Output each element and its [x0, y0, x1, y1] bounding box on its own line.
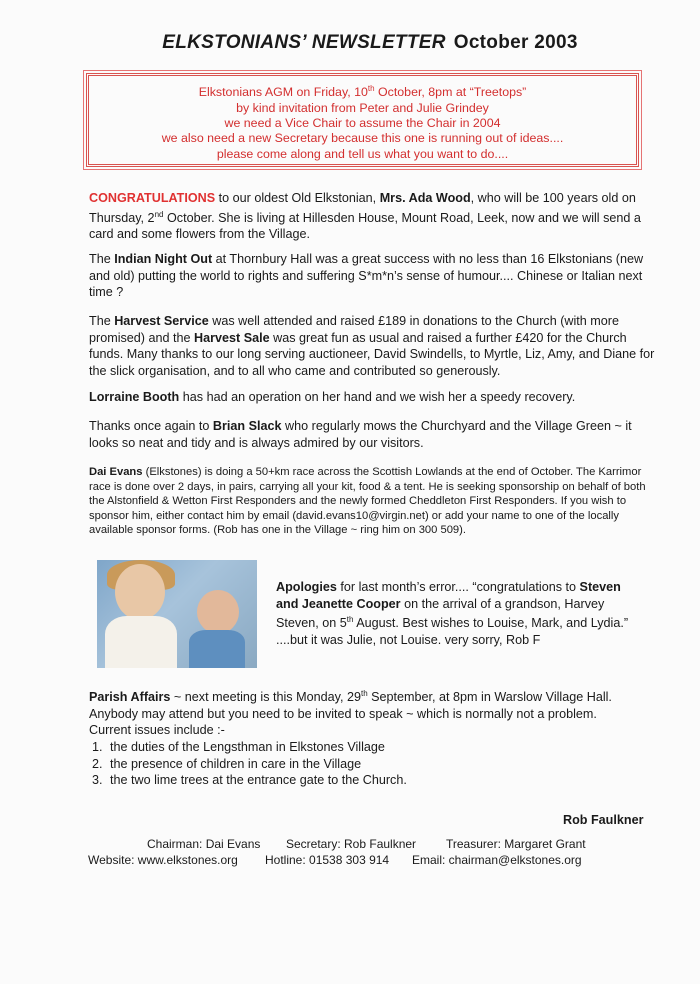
harvest-text-3: was great fun as usual and raised a further £420 for the Church funds. Many thanks to our long serving auctioneer, David Swindells, to Myrtle, Liz, Amy, and Diane for the slick organisation, and to all who came and contributed so generously. [89, 330, 655, 378]
notice-line-3: we need a Vice Chair to assume the Chair in 2004 [224, 115, 501, 130]
harvest-text-1: The [89, 314, 115, 328]
notice-line-5: please come along and tell us what you want to do.... [216, 146, 509, 161]
parish-paragraph [89, 686, 659, 789]
parish-text-2: September, at 8pm in Warslow Village Hall. Anybody may attend but you need to be invited to speak ~ which is normally not a problem. [89, 690, 612, 721]
parish-sup: th [360, 689, 368, 698]
indian-text-1: The [89, 252, 115, 266]
apology-sup: th [346, 615, 354, 625]
agm-notice-box [86, 73, 639, 167]
indian-text-2: at Thornbury Hall was a great success with no less than 16 Elkstonians (new and old) putting the world to rights and suffering S*m*n’s sense of humour.... Chinese or Italian next time ? [89, 252, 644, 300]
apology-names: Steven and Jeanette Cooper [276, 580, 621, 611]
notice-line-2: by kind invitation from Peter and Julie Grindey [236, 100, 489, 115]
apology-text-1: for last month’s error.... “congratulations to [336, 580, 580, 594]
congrats-text-1: to our oldest Old Elkstonian, [215, 191, 380, 205]
parish-issues-list [89, 739, 659, 789]
congratulations-paragraph [89, 190, 659, 243]
notice-line-1-text: Elkstonians AGM on Friday, 10th October, 8pm at “Treetops” [198, 84, 527, 100]
dai-paragraph [89, 465, 659, 538]
notice-line-1 [89, 81, 636, 101]
photo-baby-head [197, 590, 239, 634]
brian-name: Brian Slack [212, 419, 282, 433]
brian-text-1: Thanks once again to [89, 419, 213, 433]
photo-girl-head [115, 564, 165, 620]
harvest-paragraph [89, 313, 659, 379]
indian-night-paragraph [89, 251, 659, 301]
footer-secretary: Secretary: Rob Faulkner [286, 837, 417, 851]
footer-treasurer: Treasurer: Margaret Grant [446, 837, 586, 851]
brian-text-2: who regularly mows the Churchyard and the Village Green ~ it looks so neat and tidy and is always admired by our visitors. [89, 419, 632, 450]
parish-intro: Current issues include :- [89, 723, 225, 738]
footer-chairman: Chairman: Dai Evans [147, 837, 261, 851]
congrats-sup: nd [154, 209, 164, 219]
harvest-sale: Harvest Sale [194, 330, 270, 345]
footer-hotline: Hotline: 01538 303 914 [265, 853, 390, 867]
lorraine-text: has had an operation on her hand and we wish her a speedy recovery. [179, 390, 576, 404]
brian-paragraph [89, 418, 659, 451]
congrats-text-2: , who will be 100 years old on Thursday, 2 [89, 191, 636, 225]
signature: Rob Faulkner [563, 813, 644, 827]
title-main: ELKSTONIANS’ NEWSLETTER [162, 32, 446, 53]
dai-text: (Elkstones) is doing a 50+km race across the Scottish Lowlands at the end of October. The Karrimor race is done over 2 days, in pairs, carrying all your kit, food & a tent. He is seeking sponsorship on behalf of both the Alstonfield & Wetton First Responders and the newly formed Cheddleton First Responders. If you wish to sponsor him, either contact him by email (david.evans10@virgin.net) or add your name to one of the locally available sponsor forms. (Rob has one in the Village ~ ring him on 300 509). [89, 466, 646, 537]
apology-text-2: on the arrival of a grandson, Harvey Steven, on 5 [276, 596, 605, 631]
footer-email[interactable]: Email: chairman@elkstones.org [412, 853, 582, 867]
congrats-name: Mrs. Ada Wood [379, 191, 471, 205]
parish-issue-1: 1. the duties of the Lengsthman in Elkstones Village [106, 739, 659, 756]
family-photo [97, 560, 257, 668]
photo-baby-body [189, 630, 245, 668]
indian-bold: Indian Night Out [114, 252, 213, 266]
parish-bold: Parish Affairs [89, 690, 171, 705]
parish-issue-2: 2. the presence of children in care in the Village [106, 756, 659, 773]
apology-text-3: August. Best wishes to Louise, Mark, and Lydia.” ....but it was Julie, not Louise. very sorry, Rob F [276, 616, 629, 647]
congrats-text-3: October. She is living at Hillesden House, Mount Road, Leek, now and we will send a card and some flowers from the Village. [89, 210, 641, 242]
dai-name: Dai Evans [89, 466, 143, 478]
lorraine-paragraph [89, 389, 659, 406]
footer-website[interactable]: Website: www.elkstones.org [88, 853, 238, 867]
photo-girl-body [105, 616, 177, 668]
harvest-service: Harvest Service [114, 314, 209, 328]
apology-bold: Apologies [276, 580, 337, 594]
newsletter-title [0, 32, 700, 54]
parish-issue-3: 3. the two lime trees at the entrance gate to the Church. [106, 772, 659, 789]
parish-text-1: ~ next meeting is this Monday, 29 [170, 690, 361, 705]
harvest-text-2: was well attended and raised £189 in donations to the Church (with more promised) and the [89, 314, 619, 345]
apology-paragraph [276, 579, 646, 649]
lorraine-name: Lorraine Booth [89, 390, 180, 404]
title-date: October 2003 [453, 32, 578, 53]
notice-line-4: we also need a new Secretary because this one is running out of ideas.... [161, 131, 564, 146]
congrats-highlight: CONGRATULATIONS [89, 191, 216, 205]
